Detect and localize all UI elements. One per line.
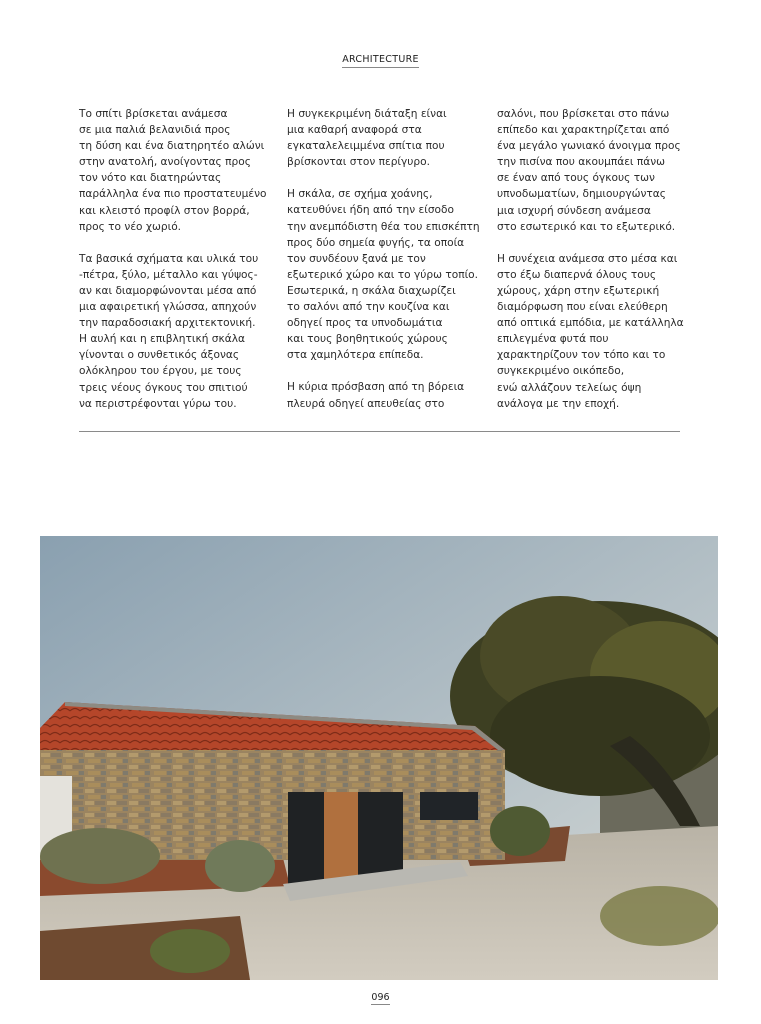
text-line: μια αφαιρετική γλώσσα, απηχούν: [79, 301, 257, 314]
text-column-3: [497, 106, 702, 428]
paragraph: [287, 106, 492, 170]
text-line: μια ισχυρή σύνδεση ανάμεσα: [497, 204, 651, 217]
text-line: χώρους, χάρη στην εξωτερική: [497, 284, 660, 297]
text-line: πλευρά οδηγεί απευθείας στο: [287, 397, 445, 410]
text-line: σε έναν από τους όγκους των: [497, 172, 655, 185]
paragraph: [497, 106, 702, 235]
text-line: υπνοδωματίων, δημιουργώντας: [497, 188, 666, 201]
text-line: τον νότο και διατηρώντας: [79, 172, 222, 185]
text-line: Η συγκεκριμένη διάταξη είναι: [287, 108, 447, 120]
text-column-2: [287, 106, 492, 428]
text-line: την πισίνα που ακουμπάει πάνω: [497, 156, 666, 169]
text-line: την ανεμπόδιστη θέα του επισκέπτη: [287, 220, 480, 233]
text-line: από οπτικά εμπόδια, με κατάλληλα: [497, 317, 684, 330]
text-line: στην ανατολή, ανοίγοντας προς: [79, 156, 251, 169]
text-line: αν και διαμορφώνονται μέσα από: [79, 284, 257, 297]
paragraph: [79, 106, 284, 235]
text-line: οδηγεί προς τα υπνοδωμάτια: [287, 317, 443, 330]
text-line: Η κύρια πρόσβαση από τη βόρεια: [287, 381, 465, 394]
text-line: Η σκάλα, σε σχήμα χοάνης,: [287, 188, 433, 201]
text-line: Εσωτερικά, η σκάλα διαχωρίζει: [287, 284, 456, 297]
text-line: εγκαταλελειμμένα σπίτια που: [287, 140, 445, 153]
text-line: και τους βοηθητικούς χώρους: [287, 333, 448, 346]
text-line: προς δύο σημεία φυγής, τα οποία: [287, 236, 465, 249]
wooden-door: [324, 792, 358, 882]
text-line: Το σπίτι βρίσκεται ανάμεσα: [79, 108, 228, 120]
house-photo: [40, 536, 718, 980]
text-line: διαμόρφωση που είναι ελεύθερη: [497, 301, 668, 314]
text-line: χαρακτηρίζουν τον τόπο και το: [497, 349, 666, 362]
column-divider-rule: [79, 431, 680, 432]
text-line: να περιστρέφονται γύρω του.: [79, 397, 237, 410]
text-line: ένα μεγάλο γωνιακό άνοιγμα προς: [497, 140, 681, 153]
text-line: μια καθαρή αναφορά στα: [287, 124, 422, 137]
text-line: βρίσκονται στον περίγυρο.: [287, 156, 430, 169]
text-line: σε μια παλιά βελανιδιά προς: [79, 124, 231, 137]
text-line: ανάλογα με την εποχή.: [497, 397, 620, 410]
paragraph: [287, 186, 492, 363]
text-line: προς το νέο χωριό.: [79, 220, 182, 233]
text-line: το σαλόνι από την κουζίνα και: [287, 301, 450, 314]
section-label: [0, 47, 761, 66]
window: [420, 792, 478, 820]
text-line: τον συνδέουν ξανά με τον: [287, 252, 426, 265]
text-line: και κλειστό προφίλ στον βορρά,: [79, 204, 250, 217]
text-line: επιλεγμένα φυτά που: [497, 333, 609, 346]
paragraph: [497, 251, 702, 412]
section-title: ARCHITECTURE: [342, 54, 419, 68]
text-line: παράλληλα ένα πιο προστατευμένο: [79, 188, 267, 201]
text-line: τρεις νέους όγκους του σπιτιού: [79, 381, 248, 394]
text-line: σαλόνι, που βρίσκεται στο πάνω: [497, 108, 670, 120]
text-line: ενώ αλλάζουν τελείως όψη: [497, 381, 642, 394]
text-line: τη δύση και ένα διατηρητέο αλώνι: [79, 140, 265, 153]
paragraph: [287, 379, 492, 411]
text-line: -πέτρα, ξύλο, μέταλλο και γύψος-: [79, 268, 258, 281]
page-number-text: 096: [371, 992, 390, 1003]
text-line: στα χαμηλότερα επίπεδα.: [287, 349, 424, 362]
text-line: κατευθύνει ήδη από την είσοδο: [287, 204, 455, 217]
paragraph: [79, 251, 284, 412]
text-line: στο έξω διαπερνά όλους τους: [497, 268, 657, 281]
text-line: Η αυλή και η επιβλητική σκάλα: [79, 333, 245, 346]
text-line: ολόκληρου του έργου, με τους: [79, 365, 242, 378]
text-line: στο εσωτερικό και το εξωτερικό.: [497, 220, 676, 233]
text-line: επίπεδο και χαρακτηρίζεται από: [497, 124, 670, 137]
text-line: εξωτερικό χώρο και το γύρω τοπίο.: [287, 268, 479, 281]
page-number: [0, 985, 761, 1004]
text-line: συγκεκριμένο οικόπεδο,: [497, 365, 625, 378]
text-line: την παραδοσιακή αρχιτεκτονική.: [79, 317, 256, 330]
text-column-1: [79, 106, 284, 428]
text-line: γίνονται ο συνθετικός άξονας: [79, 349, 240, 362]
text-line: Τα βασικά σχήματα και υλικά του: [79, 252, 259, 265]
text-line: Η συνέχεια ανάμεσα στο μέσα και: [497, 252, 678, 265]
